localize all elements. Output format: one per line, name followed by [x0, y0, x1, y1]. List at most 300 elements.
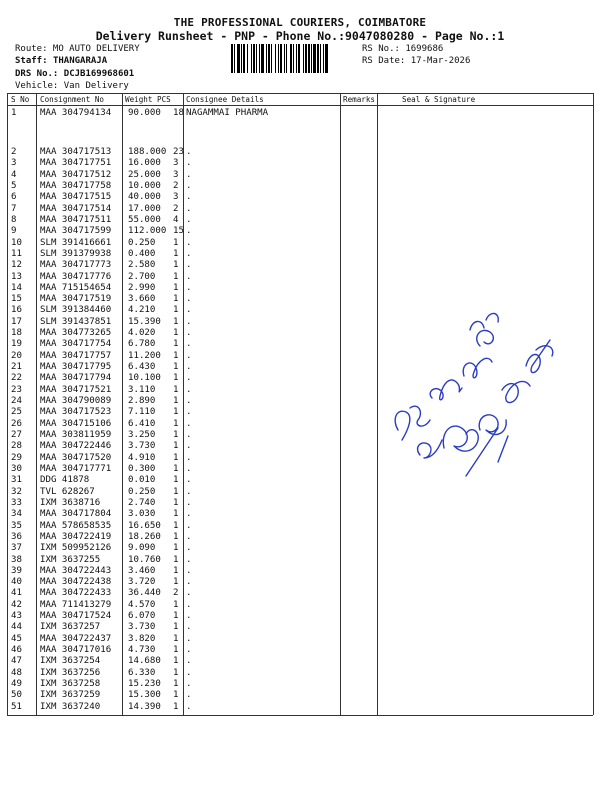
row-pcs: 1: [173, 701, 179, 712]
row-pcs: 1: [173, 294, 179, 305]
row-consignment: IXM 3637256: [40, 667, 101, 678]
row-consignee: .: [186, 248, 192, 259]
row-weight: 6.410: [128, 418, 156, 429]
row-weight: 6.330: [128, 667, 156, 678]
row-pcs: 1: [173, 531, 179, 542]
row-consignment: MAA 304722438: [40, 577, 112, 588]
row-pcs: 1: [173, 520, 179, 531]
row-consignment: IXM 3637259: [40, 690, 101, 701]
row-pcs: 1: [173, 509, 179, 520]
row-weight: 3.730: [128, 441, 156, 452]
row-consignee: .: [186, 350, 192, 361]
row-pcs: 2: [173, 180, 179, 191]
table-row: [0, 147, 600, 158]
runsheet-title: Delivery Runsheet - PNP - Phone No.:9047080280 - Page No.:1: [95, 29, 505, 43]
row-pcs: 1: [173, 305, 179, 316]
row-sno: 40: [11, 577, 22, 588]
row-pcs: 1: [173, 271, 179, 282]
table-row: [0, 158, 600, 169]
row-consignment: MAA 304717016: [40, 645, 112, 656]
row-sno: 28: [11, 441, 22, 452]
row-sno: 5: [11, 180, 17, 191]
rs-date: RS Date: 17-Mar-2026: [362, 56, 471, 66]
col-header-consignment: Consignment No: [40, 95, 105, 104]
row-sno: 14: [11, 282, 22, 293]
row-consignee: .: [186, 339, 192, 350]
row-sno: 42: [11, 599, 22, 610]
row-sno: 6: [11, 192, 17, 203]
row-weight: 112.000: [128, 226, 167, 237]
row-sno: 33: [11, 497, 22, 508]
row-pcs: 4: [173, 214, 179, 225]
row-pcs: 1: [173, 407, 179, 418]
company-title: THE PROFESSIONAL COURIERS, COIMBATORE: [173, 16, 427, 29]
row-weight: 3.660: [128, 294, 156, 305]
row-consignment: MAA 304717599: [40, 226, 112, 237]
row-pcs: 1: [173, 565, 179, 576]
table-row: [0, 690, 600, 701]
row-sno: 32: [11, 486, 22, 497]
table-row: [0, 611, 600, 622]
row-consignment: IXM 3637258: [40, 679, 101, 690]
row-sno: 49: [11, 679, 22, 690]
row-consignee: .: [186, 679, 192, 690]
row-pcs: 1: [173, 475, 179, 486]
row-consignee: .: [186, 237, 192, 248]
row-weight: 11.200: [128, 350, 161, 361]
table-row: [0, 702, 600, 713]
row-sno: 48: [11, 667, 22, 678]
row-pcs: 1: [173, 497, 179, 508]
table-row: [0, 600, 600, 611]
row-weight: 17.000: [128, 203, 161, 214]
row-consignment: SLM 391379938: [40, 248, 112, 259]
table-row: [0, 249, 600, 260]
col-header-details: Consignee Details: [186, 95, 264, 104]
row-weight: 0.010: [128, 475, 156, 486]
row-weight: 3.250: [128, 430, 156, 440]
row-weight: 6.780: [128, 339, 156, 350]
row-pcs: 1: [173, 633, 179, 644]
row-consignee: .: [186, 531, 192, 542]
drs-label: DRS No.:: [15, 69, 59, 79]
row-sno: 20: [11, 350, 22, 361]
row-pcs: 1: [173, 384, 179, 395]
row-weight: 90.000: [128, 108, 161, 118]
table-row: [0, 622, 600, 633]
route-label: Route: MO AUTO DELIVERY: [15, 44, 140, 54]
table-row: [0, 260, 600, 271]
table-row: [0, 679, 600, 690]
row-consignment: MAA 304717795: [40, 362, 112, 373]
table-row: [0, 645, 600, 656]
row-sno: 3: [11, 158, 17, 169]
row-pcs: 2: [173, 203, 179, 214]
row-sno: 36: [11, 531, 22, 542]
row-sno: 10: [11, 237, 22, 248]
row-consignment: MAA 304722419: [40, 531, 112, 542]
row-sno: 9: [11, 226, 17, 237]
row-weight: 55.000: [128, 214, 161, 225]
row-sno: 12: [11, 260, 22, 271]
row-pcs: 1: [173, 452, 179, 463]
row-sno: 34: [11, 509, 22, 520]
row-consignment: MAA 304722443: [40, 565, 112, 576]
row-weight: 0.400: [128, 248, 156, 259]
table-row: [0, 566, 600, 577]
row-consignee: .: [186, 407, 192, 418]
row-consignment: SLM 391437851: [40, 316, 112, 327]
row-consignee: .: [186, 520, 192, 531]
row-pcs: 1: [173, 248, 179, 259]
row-sno: 16: [11, 305, 22, 316]
row-consignee: .: [186, 260, 192, 271]
row-consignment: MAA 304717751: [40, 158, 112, 169]
table-row: [0, 543, 600, 554]
row-pcs: 23: [173, 147, 184, 157]
row-weight: 6.070: [128, 611, 156, 622]
row-pcs: 1: [173, 418, 179, 429]
row-pcs: 1: [173, 316, 179, 327]
row-consignment: IXM 3638716: [40, 497, 101, 508]
table-row: [0, 509, 600, 520]
row-weight: 14.390: [128, 701, 161, 712]
row-consignee: .: [186, 430, 192, 440]
row-weight: 4.210: [128, 305, 156, 316]
table-row: [0, 521, 600, 532]
row-consignment: MAA 304717515: [40, 192, 112, 203]
row-consignment: MAA 715154654: [40, 282, 112, 293]
table-row: [0, 668, 600, 679]
col-header-sno: S No: [11, 95, 30, 104]
row-consignee: .: [186, 701, 192, 712]
row-consignee: .: [186, 203, 192, 214]
row-weight: 0.250: [128, 237, 156, 248]
row-consignment: MAA 304722437: [40, 633, 112, 644]
row-sno: 2: [11, 147, 17, 157]
row-consignment: MAA 304717523: [40, 407, 112, 418]
row-weight: 14.680: [128, 656, 161, 667]
row-consignee: .: [186, 463, 192, 474]
row-consignee: .: [186, 316, 192, 327]
table-row: [0, 634, 600, 645]
row-weight: 3.730: [128, 622, 156, 633]
row-consignee: .: [186, 294, 192, 305]
row-weight: 188.000: [128, 147, 167, 157]
row-consignee: .: [186, 158, 192, 169]
row-consignee: .: [186, 588, 192, 599]
row-consignment: MAA 304715106: [40, 418, 112, 429]
row-consignment: MAA 304717758: [40, 180, 112, 191]
row-weight: 4.730: [128, 645, 156, 656]
rs-number: RS No.: 1699686: [362, 44, 444, 54]
table-row: [0, 215, 600, 226]
row-pcs: 1: [173, 463, 179, 474]
row-consignment: SLM 391384460: [40, 305, 112, 316]
row-consignee: .: [186, 328, 192, 339]
row-consignee: .: [186, 554, 192, 565]
staff-line: [15, 56, 107, 66]
row-consignment: IXM 509952126: [40, 543, 112, 554]
row-sno: 22: [11, 373, 22, 384]
table-row: [0, 238, 600, 249]
col-header-weight-pcs: Weight PCS: [125, 95, 171, 104]
row-sno: 39: [11, 565, 22, 576]
row-pcs: 1: [173, 486, 179, 497]
row-sno: 18: [11, 328, 22, 339]
row-consignment: DDG 41878: [40, 475, 90, 486]
row-consignee: .: [186, 497, 192, 508]
row-weight: 15.230: [128, 679, 161, 690]
row-consignee: .: [186, 633, 192, 644]
row-weight: 2.580: [128, 260, 156, 271]
row-consignment: MAA 304717794: [40, 373, 112, 384]
row-weight: 2.990: [128, 282, 156, 293]
row-sno: 1: [11, 108, 17, 118]
row-consignee: .: [186, 373, 192, 384]
row-pcs: 1: [173, 667, 179, 678]
row-weight: 4.020: [128, 328, 156, 339]
row-sno: 13: [11, 271, 22, 282]
row-consignment: MAA 711413279: [40, 599, 112, 610]
row-consignee: .: [186, 645, 192, 656]
row-consignee: .: [186, 486, 192, 497]
table-row: [0, 588, 600, 599]
row-weight: 2.700: [128, 271, 156, 282]
row-consignee: .: [186, 418, 192, 429]
row-weight: 3.460: [128, 565, 156, 576]
row-consignee: .: [186, 543, 192, 554]
row-pcs: 1: [173, 679, 179, 690]
row-consignment: MAA 304717757: [40, 350, 112, 361]
row-pcs: 15: [173, 226, 184, 237]
row-consignment: IXM 3637254: [40, 656, 101, 667]
row-sno: 26: [11, 418, 22, 429]
table-row: [0, 192, 600, 203]
table-row: [0, 181, 600, 192]
row-consignment: MAA 304717512: [40, 169, 112, 180]
row-consignee: .: [186, 690, 192, 701]
staff-label: Staff:: [15, 56, 48, 66]
row-consignee: NAGAMMAI PHARMA: [186, 108, 269, 118]
col-header-remarks: Remarks: [343, 95, 376, 104]
row-weight: 4.570: [128, 599, 156, 610]
row-consignment: TVL 628267: [40, 486, 95, 497]
row-pcs: 1: [173, 373, 179, 384]
row-sno: 7: [11, 203, 17, 214]
row-consignee: .: [186, 622, 192, 633]
row-weight: 3.030: [128, 509, 156, 520]
drs-line: [15, 69, 134, 79]
row-weight: 16.000: [128, 158, 161, 169]
table-row: [0, 532, 600, 543]
row-consignee: .: [186, 475, 192, 486]
row-pcs: 1: [173, 645, 179, 656]
table-row: [0, 204, 600, 215]
table-top-rule: [7, 93, 593, 94]
row-sno: 21: [11, 362, 22, 373]
row-consignee: .: [186, 599, 192, 610]
row-pcs: 1: [173, 396, 179, 407]
row-consignment: MAA 304722433: [40, 588, 112, 599]
row-pcs: 1: [173, 328, 179, 339]
row-pcs: 3: [173, 158, 179, 169]
row-consignment: MAA 304717520: [40, 452, 112, 463]
row-weight: 3.720: [128, 577, 156, 588]
row-weight: 10.100: [128, 373, 161, 384]
row-consignment: MAA 304717521: [40, 384, 112, 395]
row-sno: 31: [11, 475, 22, 486]
row-sno: 46: [11, 645, 22, 656]
row-consignee: .: [186, 452, 192, 463]
row-pcs: 1: [173, 577, 179, 588]
col-header-seal: Seal & Signature: [402, 95, 476, 104]
row-pcs: 1: [173, 554, 179, 565]
row-weight: 10.760: [128, 554, 161, 565]
row-pcs: 3: [173, 192, 179, 203]
row-consignee: .: [186, 611, 192, 622]
row-consignee: .: [186, 214, 192, 225]
row-weight: 2.740: [128, 497, 156, 508]
row-pcs: 2: [173, 588, 179, 599]
row-consignee: .: [186, 577, 192, 588]
row-sno: 17: [11, 316, 22, 327]
row-sno: 47: [11, 656, 22, 667]
row-consignment: MAA 304790089: [40, 396, 112, 407]
drs-number: DCJB169968601: [63, 69, 135, 79]
row-consignment: MAA 304717513: [40, 147, 112, 157]
row-consignee: .: [186, 169, 192, 180]
row-pcs: 1: [173, 362, 179, 373]
row-sno: 41: [11, 588, 22, 599]
row-pcs: 1: [173, 599, 179, 610]
row-consignee: .: [186, 441, 192, 452]
row-consignee: .: [186, 362, 192, 373]
row-sno: 44: [11, 622, 22, 633]
row-weight: 7.110: [128, 407, 156, 418]
row-weight: 15.390: [128, 316, 161, 327]
row-consignee: .: [186, 667, 192, 678]
row-consignment: MAA 304722446: [40, 441, 112, 452]
row-consignment: MAA 304717524: [40, 611, 112, 622]
row-sno: 8: [11, 214, 17, 225]
row-sno: 11: [11, 248, 22, 259]
row-weight: 25.000: [128, 169, 161, 180]
row-consignment: IXM 3637257: [40, 622, 101, 633]
staff-name: THANGARAJA: [52, 56, 108, 66]
row-sno: 37: [11, 543, 22, 554]
vehicle-label: Vehicle: Van Delivery: [15, 81, 129, 91]
row-consignee: .: [186, 180, 192, 191]
table-row: [0, 226, 600, 237]
row-pcs: 18: [173, 108, 184, 118]
row-consignment: MAA 304794134: [40, 108, 112, 118]
row-consignee: .: [186, 192, 192, 203]
row-sno: 4: [11, 169, 17, 180]
handwritten-signature: [380, 280, 580, 510]
table-row: [0, 555, 600, 566]
row-consignment: IXM 3637255: [40, 554, 101, 565]
table-row: [0, 656, 600, 667]
row-consignment: IXM 3637240: [40, 701, 101, 712]
row-pcs: 1: [173, 543, 179, 554]
row-consignee: .: [186, 147, 192, 157]
table-row: [0, 577, 600, 588]
row-consignment: MAA 304717754: [40, 339, 112, 350]
row-consignee: .: [186, 509, 192, 520]
row-consignment: MAA 304717511: [40, 214, 112, 225]
row-weight: 36.440: [128, 588, 161, 599]
barcode-icon: [231, 44, 358, 73]
row-pcs: 1: [173, 656, 179, 667]
row-consignment: MAA 304717776: [40, 271, 112, 282]
row-pcs: 1: [173, 622, 179, 633]
row-pcs: 1: [173, 441, 179, 452]
row-consignee: .: [186, 282, 192, 293]
row-sno: 24: [11, 396, 22, 407]
row-sno: 51: [11, 701, 22, 712]
row-pcs: 1: [173, 237, 179, 248]
row-consignment: MAA 303811959: [40, 430, 112, 440]
row-sno: 35: [11, 520, 22, 531]
row-weight: 40.000: [128, 192, 161, 203]
row-weight: 4.910: [128, 452, 156, 463]
row-consignee: .: [186, 396, 192, 407]
row-sno: 27: [11, 430, 22, 440]
row-pcs: 1: [173, 339, 179, 350]
row-weight: 3.820: [128, 633, 156, 644]
row-consignee: .: [186, 656, 192, 667]
row-consignment: MAA 304717771: [40, 463, 112, 474]
row-consignment: MAA 304773265: [40, 328, 112, 339]
row-consignment: MAA 304717519: [40, 294, 112, 305]
row-weight: 9.090: [128, 543, 156, 554]
row-pcs: 1: [173, 350, 179, 361]
row-weight: 0.250: [128, 486, 156, 497]
row-sno: 30: [11, 463, 22, 474]
row-pcs: 1: [173, 430, 179, 440]
row-sno: 15: [11, 294, 22, 305]
row-weight: 10.000: [128, 180, 161, 191]
row-sno: 50: [11, 690, 22, 701]
row-sno: 45: [11, 633, 22, 644]
row-consignee: .: [186, 305, 192, 316]
table-row: [0, 170, 600, 181]
table-header-rule: [7, 105, 593, 106]
row-sno: 23: [11, 384, 22, 395]
row-pcs: 1: [173, 260, 179, 271]
row-weight: 15.300: [128, 690, 161, 701]
row-consignment: SLM 391416661: [40, 237, 112, 248]
row-consignee: .: [186, 384, 192, 395]
row-weight: 6.430: [128, 362, 156, 373]
row-weight: 0.300: [128, 463, 156, 474]
row-pcs: 1: [173, 282, 179, 293]
row-sno: 43: [11, 611, 22, 622]
row-sno: 19: [11, 339, 22, 350]
row-consignment: MAA 304717514: [40, 203, 112, 214]
row-weight: 16.650: [128, 520, 161, 531]
row-consignee: .: [186, 271, 192, 282]
row-pcs: 1: [173, 690, 179, 701]
row-sno: 38: [11, 554, 22, 565]
row-consignee: .: [186, 226, 192, 237]
row-consignment: MAA 304717773: [40, 260, 112, 271]
row-consignment: MAA 304717804: [40, 509, 112, 520]
row-pcs: 1: [173, 611, 179, 622]
row-sno: 29: [11, 452, 22, 463]
row-weight: 3.110: [128, 384, 156, 395]
